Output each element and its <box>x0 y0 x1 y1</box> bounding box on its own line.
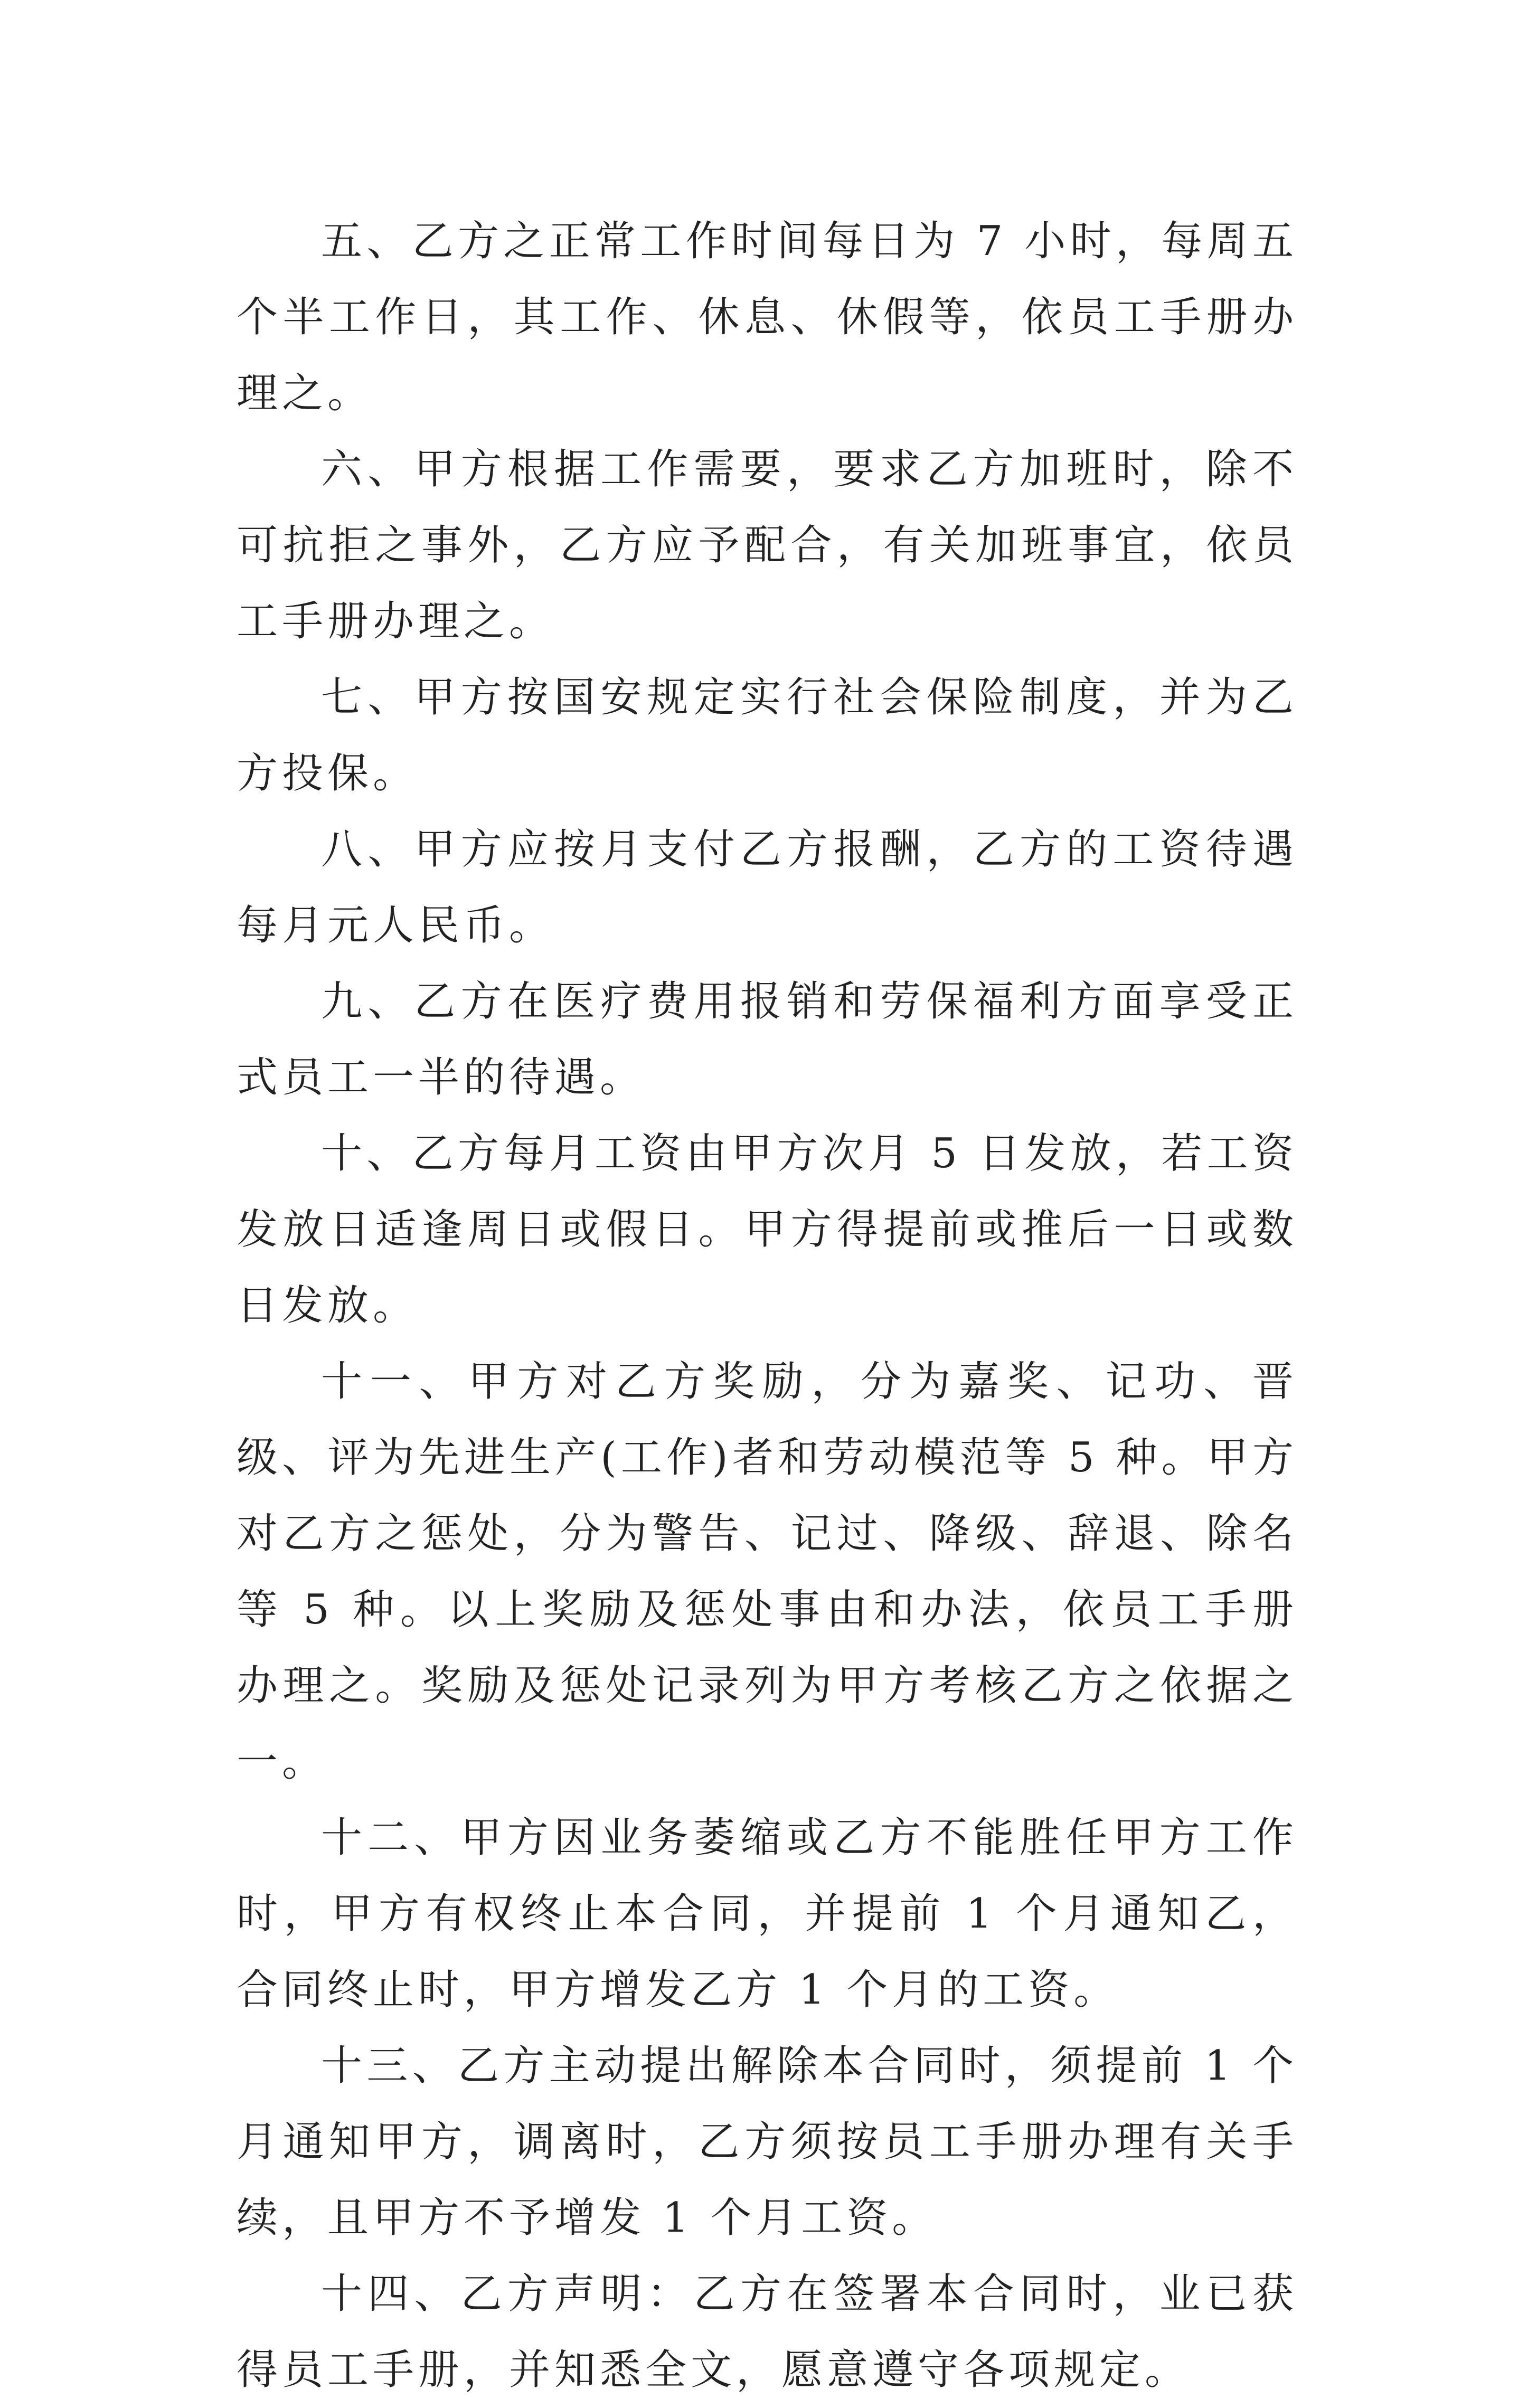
clause-11-paragraph: 十一、甲方对乙方奖励，分为嘉奖、记功、晋级、评为先进生产(工作)者和劳动模范等 5 种。甲方对乙方之惩处，分为警告、记过、降级、辞退、除名等 5 种。以上奖励及惩处事由和办法，依员工手册办理之。奖励及惩处记录列为甲方考核乙方之依据之一。 <box>237 1358 1298 1786</box>
clause-9-paragraph: 九、乙方在医疗费用报销和劳保福利方面享受正式员工一半的待遇。 <box>237 978 1298 1101</box>
clause-5-paragraph: 五、乙方之正常工作时间每日为 7 小时，每周五个半工作日，其工作、休息、休假等，依员工手册办理之。 <box>237 218 1298 417</box>
clause-10-paragraph: 十、乙方每月工资由甲方次月 5 日发放，若工资发放日适逢周日或假日。甲方得提前或推后一日或数日发放。 <box>237 1130 1298 1329</box>
clause-14-paragraph: 十四、乙方声明：乙方在签署本合同时，业已获得员工手册，并知悉全文，愿意遵守各项规定。 <box>237 2270 1298 2394</box>
contract-body <box>237 203 1298 2408</box>
clause-7-paragraph: 七、甲方按国安规定实行社会保险制度，并为乙方投保。 <box>237 674 1298 797</box>
clause-12-paragraph: 十二、甲方因业务萎缩或乙方不能胜任甲方工作时，甲方有权终止本合同，并提前 1 个月通知乙，合同终止时，甲方增发乙方 1 个月的工资。 <box>237 1814 1298 2014</box>
clause-8-paragraph: 八、甲方应按月支付乙方报酬，乙方的工资待遇每月元人民币。 <box>237 826 1298 949</box>
clause-13-paragraph: 十三、乙方主动提出解除本合同时，须提前 1 个月通知甲方，调离时，乙方须按员工手册办理有关手续，且甲方不予增发 1 个月工资。 <box>237 2042 1298 2242</box>
clause-6-paragraph: 六、甲方根据工作需要，要求乙方加班时，除不可抗拒之事外，乙方应予配合，有关加班事宜，依员工手册办理之。 <box>237 446 1298 645</box>
